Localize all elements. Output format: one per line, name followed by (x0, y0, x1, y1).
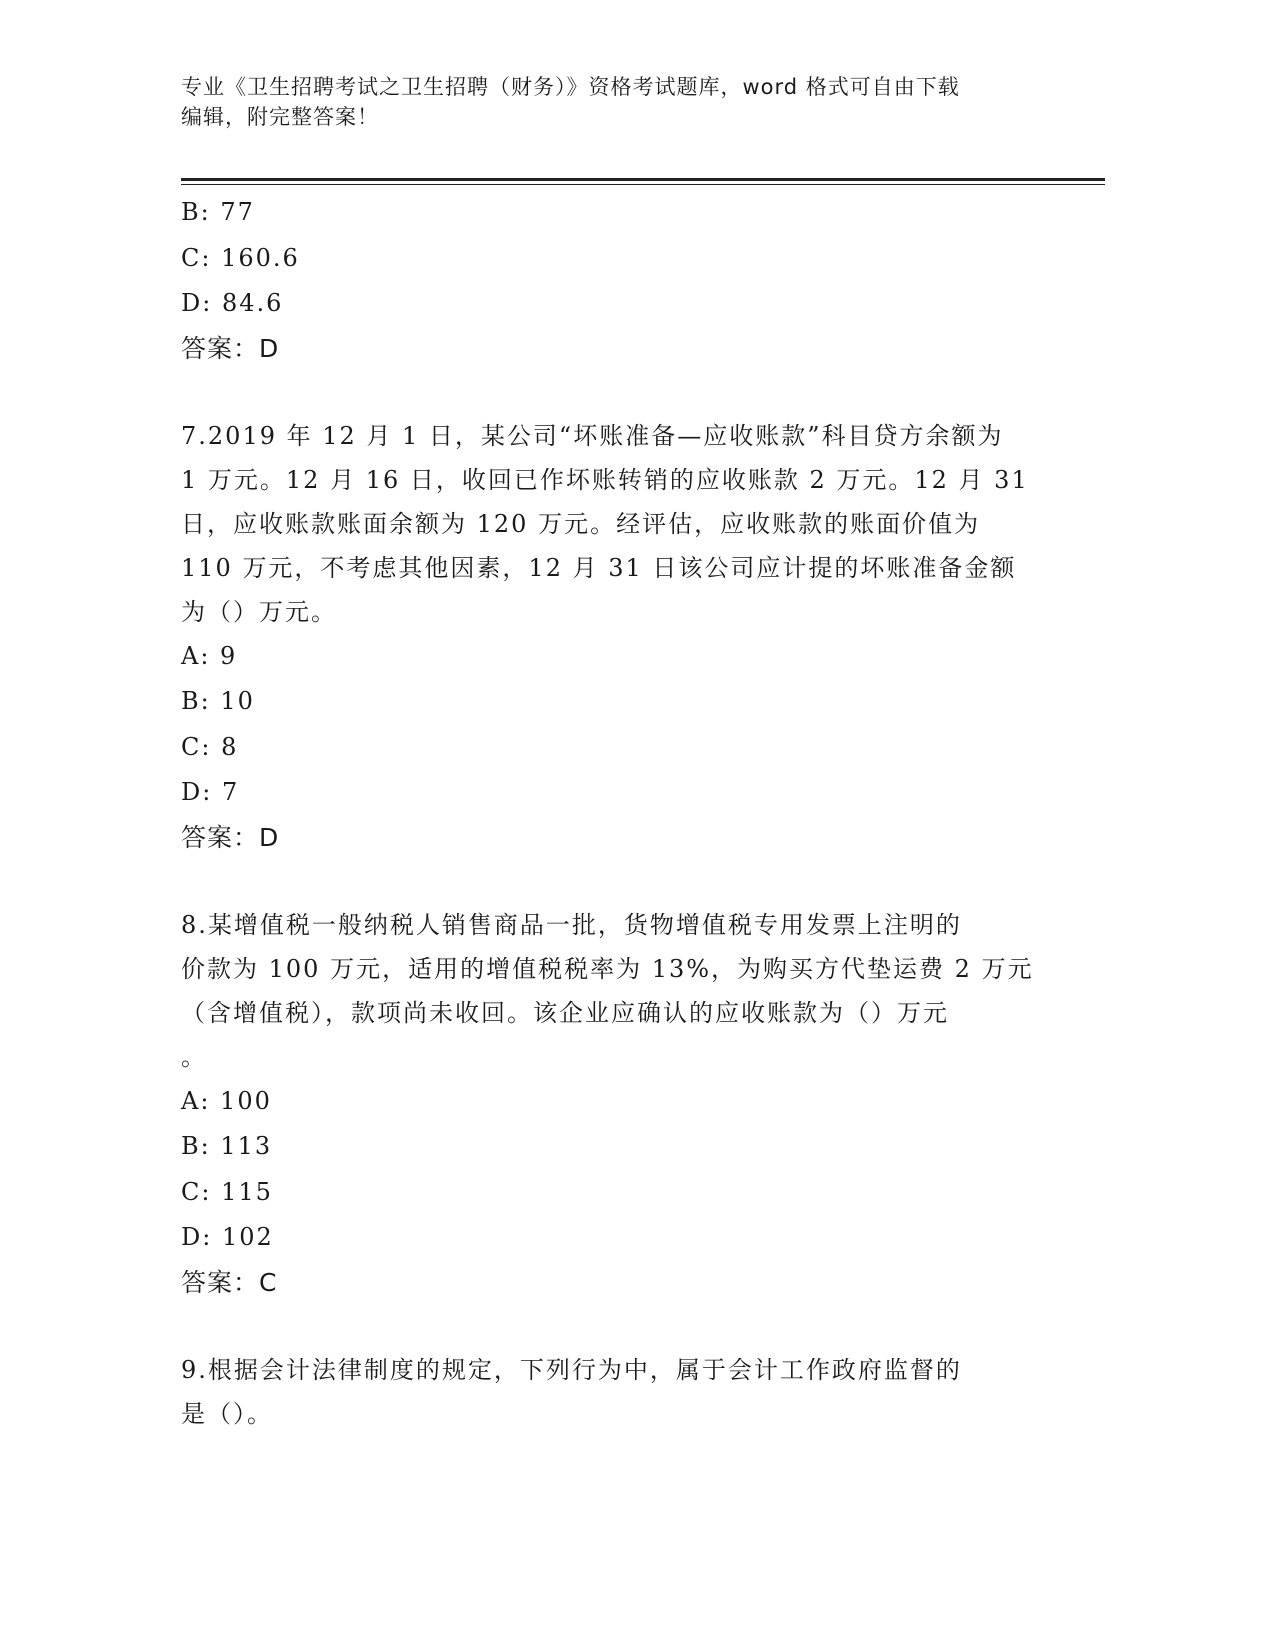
spacer (181, 371, 1041, 414)
prev-question-block (181, 190, 1041, 371)
option-c: C: 8 (181, 732, 239, 761)
question-8 (181, 903, 1041, 1305)
question-9 (181, 1348, 1041, 1436)
question-8-text (181, 903, 1041, 1079)
option-a: A: 9 (181, 641, 238, 670)
option-c: C: 115 (181, 1177, 273, 1206)
question-line: 9.根据会计法律制度的规定，下列行为中，属于会计工作政府监督的 (181, 1355, 962, 1384)
option-b: B: 113 (181, 1132, 273, 1160)
answer-line: 答案：D (181, 333, 280, 363)
option-d: D: 7 (181, 778, 240, 806)
option-a: A: 100 (181, 1086, 272, 1115)
spacer (181, 1305, 1041, 1348)
question-9-text (181, 1348, 1041, 1436)
question-line: 7.2019 年 12 月 1 日，某公司“坏账准备—应收账款”科目贷方余额为 (181, 421, 1004, 450)
question-line: 。 (181, 1042, 207, 1071)
page-header (181, 72, 1061, 132)
question-line: （含增值税），款项尚未收回。该企业应确认的应收账款为（）万元 (181, 998, 949, 1027)
question-line: 是（）。 (181, 1399, 273, 1428)
question-7 (181, 414, 1041, 860)
question-line: 110 万元，不考虑其他因素，12 月 31 日该公司应计提的坏账准备金额 (181, 553, 1017, 582)
answer-line: 答案：D (181, 822, 280, 852)
question-line: 8.某增值税一般纳税人销售商品一批，货物增值税专用发票上注明的 (181, 910, 962, 939)
content-area (181, 190, 1041, 1436)
question-line: 为（）万元。 (181, 597, 337, 626)
header-line-1: 专业《卫生招聘考试之卫生招聘（财务）》资格考试题库，word 格式可自由下载 (181, 75, 960, 99)
option-d: D: 84.6 (181, 289, 284, 317)
header-rule-thick (181, 178, 1105, 181)
spacer (181, 860, 1041, 903)
question-line: 价款为 100 万元，适用的增值税税率为 13%，为购买方代垫运费 2 万元 (181, 954, 1034, 983)
option-b: B: 77 (181, 198, 255, 226)
option-c: C: 160.6 (181, 243, 300, 272)
question-line: 1 万元。12 月 16 日，收回已作坏账转销的应收账款 2 万元。12 月 31 (181, 465, 1029, 494)
answer-line: 答案：C (181, 1267, 278, 1297)
header-line-2: 编辑，附完整答案！ (181, 105, 379, 129)
question-line: 日，应收账款账面余额为 120 万元。经评估，应收账款的账面价值为 (181, 509, 981, 538)
option-d: D: 102 (181, 1223, 274, 1251)
question-7-text (181, 414, 1041, 634)
option-b: B: 10 (181, 687, 255, 715)
header-rule-thin (181, 184, 1105, 185)
